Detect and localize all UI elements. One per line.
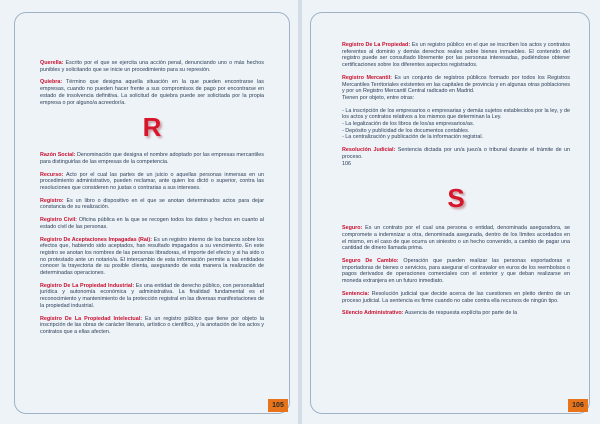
right-page xyxy=(302,0,600,424)
entry-term: Registro De La Propiedad Intelectual: xyxy=(40,315,142,322)
entry-definition: Es una entidad de derecho público, con personalidad jurídica y autonomía económica y administrativa. La finalidad fundamental es el reconocimiento y mantenimiento de la protección registral en las diversas manifestaciones de la propiedad industrial. xyxy=(40,282,265,309)
entry-term: Registro Mercantil: xyxy=(342,74,392,81)
right-page-content xyxy=(342,42,570,323)
object-item: - La centralización y publicación de la información registral. xyxy=(342,134,484,141)
glossary-entry xyxy=(40,152,264,165)
entry-definition: Resolución judicial que decide acerca de las cuestiones en pleito dentro de un proceso judicial. La sentencia es firme cuando no cabe contra ella recursos de ningún tipo. xyxy=(342,290,571,304)
entry-definition: Es un libro o dispositivo en el que se anotan determinados actos para dejar constancia de su realización. xyxy=(40,197,264,211)
entry-definition: Término que designa aquella situación en la que pueden encontrarse las empresas, cuando no pueden hacer frente a sus compromisos de pago por encontrarse en estado de insolvencia definitiva. La solicitud de quiebra puede ser solicitada por la propia empresa o por alguno/a acreedor/a. xyxy=(40,79,264,106)
page-number: 105 xyxy=(268,399,288,412)
entry-term: Registro: xyxy=(40,197,64,204)
entry-term: Registro Civil: xyxy=(40,217,77,224)
glossary-entry xyxy=(40,60,264,73)
glossary-entry xyxy=(40,172,264,192)
glossary-entry xyxy=(342,291,570,304)
entry-definition: Denominación que designa el nombre adoptado por las empresas mercantiles para distinguirlas de las empresas de la competencia. xyxy=(40,152,264,165)
entry-term: Registro De La Propiedad: xyxy=(342,42,411,48)
section-letter-s: S xyxy=(447,183,465,214)
entry-definition: Es un registro interno de los bancos sobre los efectos que, habiendo sido aceptados, han resultado impagados a su vencimiento. En este registro se anotan los nombres de las personas libradoras, el importe del efecto y si ha sido o no protestado ante un notario/a. El intercambio de esta información permite a las entidades conocer la trayectoria de su posible clienta, asegurando de esta manera la realización de determinadas operaciones. xyxy=(40,236,264,277)
object-item: - Depósito y publicidad de los documentos contables. xyxy=(342,127,470,134)
glossary-entry xyxy=(342,147,570,160)
entry-definition: Escrito por el que se ejercita una acción penal, denunciando uno o más hechos punibles y solicitando que se inicie un procedimiento para su represión. xyxy=(40,60,264,73)
entry-definition: Sentencia dictada por un/a juez/a o tribunal durante el trámite de un proceso. xyxy=(342,147,571,160)
entry-definition: Oficina pública en la que se recogen todos los datos y hechos en cuanto al estado civil de las personas. xyxy=(40,217,264,230)
entry-term: Seguro: xyxy=(342,225,363,232)
entry-term: Resolución Judicial: xyxy=(342,147,396,154)
glossary-entry xyxy=(342,225,570,252)
glossary-entry xyxy=(40,79,264,106)
glossary-entry xyxy=(342,258,570,285)
object-item: - La inscripción de los empresarios o empresarias y demás sujetos establecidos por la ley, y de los actos y contratos relativos a los mismos que determinan la Ley. xyxy=(342,107,570,121)
entry-term: Registro De Aceptaciones Impagadas (Rai): xyxy=(40,236,153,243)
entry-term: Seguro De Cambio: xyxy=(342,258,399,265)
stray-number: 106 xyxy=(342,160,351,167)
glossary-entry xyxy=(342,75,570,95)
entry-term: Querella: xyxy=(40,60,64,66)
entry-term: Quiebra: xyxy=(40,79,63,86)
entry-term: Recurso: xyxy=(40,171,64,178)
object-intro: Tienen por objeto, entre otras: xyxy=(342,94,415,101)
entry-definition: Es un contrato por el cual una persona o entidad, denominada aseguradora, se compromete a indemnizar a otra, denominada asegurada, dentro de los límites acordados en el mismo, en el caso de que ocurra un siniestro o un hecho convenido, a cambio de pagar una cantidad de dinero llamada prima. xyxy=(342,225,571,252)
entry-definition: Ausencia de respuesta explícita por parte de la xyxy=(404,310,518,317)
object-item: - La legalización de los libros de los/as empresarios/as. xyxy=(342,121,475,128)
left-page xyxy=(0,0,298,424)
glossary-entry xyxy=(40,316,264,336)
entry-term: Sentencia: xyxy=(342,290,370,297)
section-letter-r: R xyxy=(142,112,162,143)
glossary-entry xyxy=(40,283,264,310)
entry-definition: Es un registro público que tiene por objeto la inscripción de las obras de carácter literario, artístico o científico, y la anotación de los actos y contratos que a ellas afecten. xyxy=(40,315,265,335)
left-page-content xyxy=(40,60,264,342)
glossary-entry xyxy=(40,237,264,277)
glossary-entry xyxy=(40,217,264,230)
entry-definition: Acto por el cual las partes de un juicio o aquellas personas inmersas en un procedimiento administrativo, pueden reclamar, ante quien los dictó o superior, contra las resoluciones que consideren no justas o contrarias a sus intereses. xyxy=(40,171,264,192)
glossary-entry xyxy=(342,42,570,69)
entry-term: Razón Social: xyxy=(40,152,76,159)
entry-definition: Es un registro público en el que se inscriben los actos y contratos referentes al dominio y demás derechos reales sobre bienes inmuebles. El contenido del registro puede ser consultado libremente por las personas interesadas, pudiéndose obtener certificaciones sobre los diferentes aspectos registrados. xyxy=(342,42,570,69)
entry-term: Silencio Administrativo: xyxy=(342,310,404,317)
glossary-entry xyxy=(342,310,570,317)
entry-definition: Operación que pueden realizar las personas exportadoras e importadoras de bienes o servicios, para asegurar el contravalor en euros de los reembolsos o pagos derivados de operaciones comerciales con el exterior y que deban realizarse en moneda extranjera en un futuro inmediato. xyxy=(342,258,570,285)
entry-definition: Es un conjunto de registros públicos formado por todos los Registros Mercantiles Territoriales existentes en las capitales de provincia y en algunas otras poblaciones y por un Registro Mercantil Central radicado en Madrid. xyxy=(342,74,570,95)
glossary-entry xyxy=(40,198,264,211)
page-number: 106 xyxy=(568,399,588,412)
entry-term: Registro De La Propiedad Industrial: xyxy=(40,282,135,289)
